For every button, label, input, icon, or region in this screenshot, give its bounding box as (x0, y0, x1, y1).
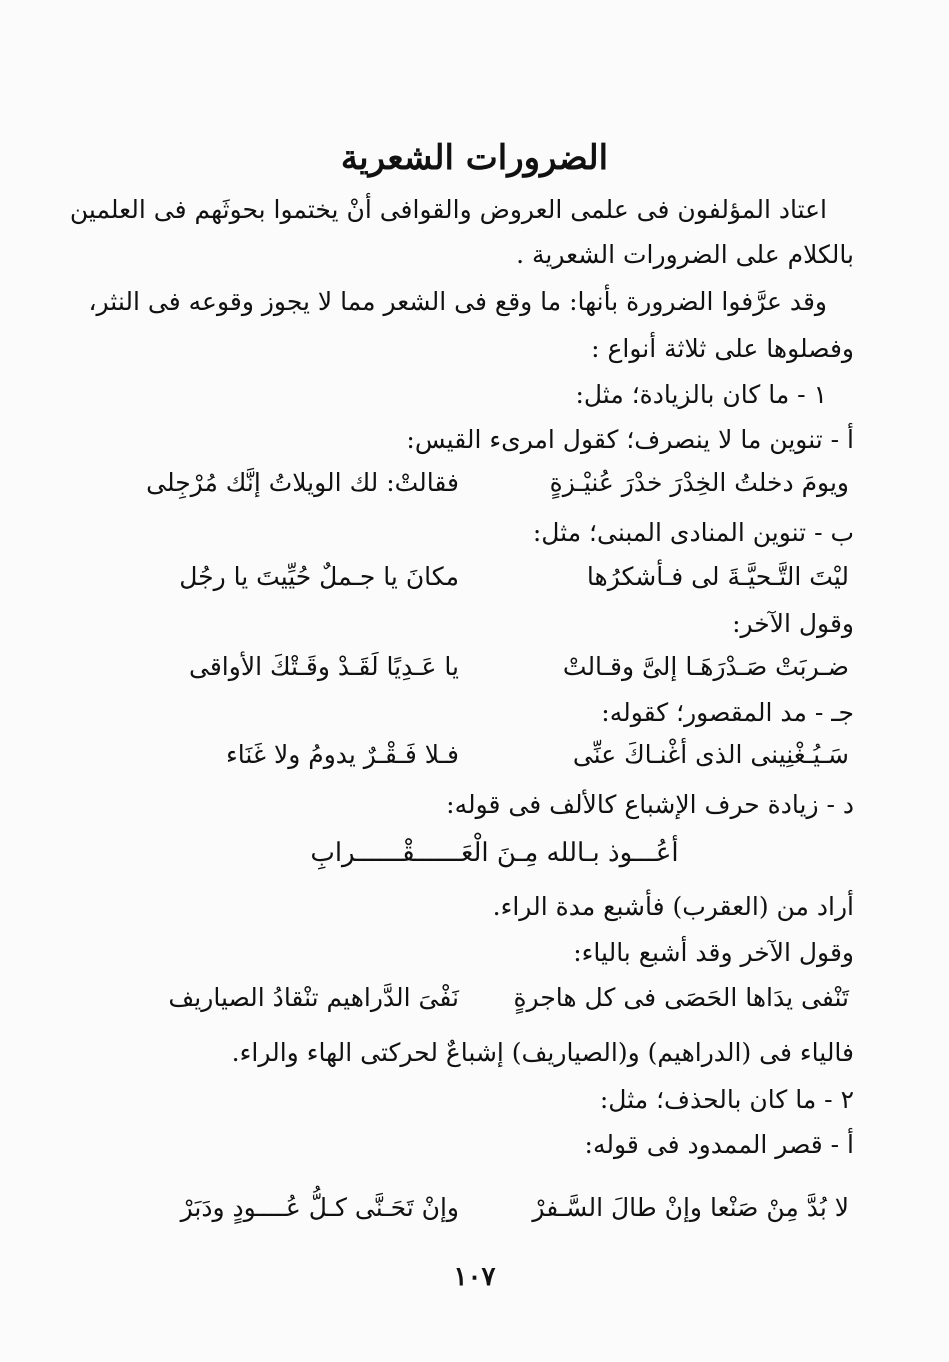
subsection-a2-heading: أ - قصر الممدود فى قوله: (584, 1130, 854, 1159)
subsection-d-heading: د - زيادة حرف الإشباع كالألف فى قوله: (446, 790, 854, 819)
other-poet-label-2: وقول الآخر وقد أشبع بالياء: (573, 938, 854, 967)
verse-4 (150, 740, 849, 780)
verse-6-explanation: فالياء فى (الدراهيم) و(الصياريف) إشباعٌ لحركتى الهاء والراء. (231, 1038, 854, 1067)
verse-4-second-hemistich: فـلا فَـقْـرٌ يدومُ ولا غَنَاء (226, 740, 459, 769)
verse-5-single-line: أعُـــوذ بـالله مِـنَ الْعَــــــقْــــــرابِ (310, 838, 679, 868)
intro-line-4: وفصلوها على ثلاثة أنواع : (591, 334, 854, 363)
verse-2-second-hemistich: مكانَ يا جـملٌ حُيِّيتَ يا رجُل (179, 562, 459, 591)
subsection-b-heading: ب - تنوين المنادى المبنى؛ مثل: (532, 518, 854, 547)
page-title: الضرورات الشعرية (340, 138, 609, 178)
subsection-a-heading: أ - تنوين ما لا ينصرف؛ كقول امرىء القيس: (406, 425, 854, 454)
verse-6-second-hemistich: نَفْىَ الدَّراهيم تنْقادُ الصياريف (168, 983, 459, 1012)
verse-6 (150, 983, 849, 1023)
intro-line-2: بالكلام على الضرورات الشعرية . (516, 240, 854, 269)
section-2-heading: ٢ - ما كان بالحذف؛ مثل: (599, 1085, 854, 1114)
verse-6-first-hemistich: تَنْفى يدَاها الحَصَى فى كل هاجرةٍ (513, 983, 849, 1012)
verse-5-explanation: أراد من (العقرب) فأشبع مدة الراء. (492, 892, 854, 921)
intro-line-3: وقد عرَّفوا الضرورة بأنها: ما وقع فى الشعر مما لا يجوز وقوعه فى النثر، (88, 287, 827, 316)
other-poet-label-1: وقول الآخر: (732, 609, 854, 638)
verse-7-second-hemistich: وإنْ تَحَـنَّى كـلُّ عُــــودٍ ودَبَرْ (180, 1193, 459, 1222)
verse-1-first-hemistich: ويومَ دخلتُ الخِدْرَ خدْرَ عُنيْـزةٍ (549, 468, 849, 497)
verse-7 (150, 1193, 849, 1233)
verse-1-second-hemistich: فقالتْ: لك الويلاتُ إنَّك مُرْجِلى (146, 468, 459, 497)
subsection-j-heading: جـ - مد المقصور؛ كقوله: (601, 698, 854, 727)
page-number: ١٠٧ (453, 1262, 496, 1292)
intro-line-1: اعتاد المؤلفون فى علمى العروض والقوافى أنْ يختموا بحوثَهم فى العلمين (69, 195, 827, 224)
verse-3-second-hemistich: يا عَـدِيًا لَقَـدْ وقَـتْكَ الأواقى (189, 652, 459, 681)
verse-4-first-hemistich: سَـيُـغْنِينى الذى أغْنـاكَ عنِّى (572, 740, 849, 769)
verse-2-first-hemistich: ليْتَ التَّـحيَّـةَ لى فـأشكرُها (586, 562, 849, 591)
verse-3-first-hemistich: ضـربَتْ صَـدْرَهَـا إلىَّ وقـالتْ (562, 652, 849, 681)
verse-7-first-hemistich: لا بُدَّ مِنْ صَنْعا وإنْ طالَ السَّـفرْ (532, 1193, 849, 1222)
verse-1 (146, 468, 849, 508)
verse-2 (150, 562, 849, 602)
section-1-heading: ١ - ما كان بالزيادة؛ مثل: (575, 380, 827, 409)
verse-3 (150, 652, 849, 692)
